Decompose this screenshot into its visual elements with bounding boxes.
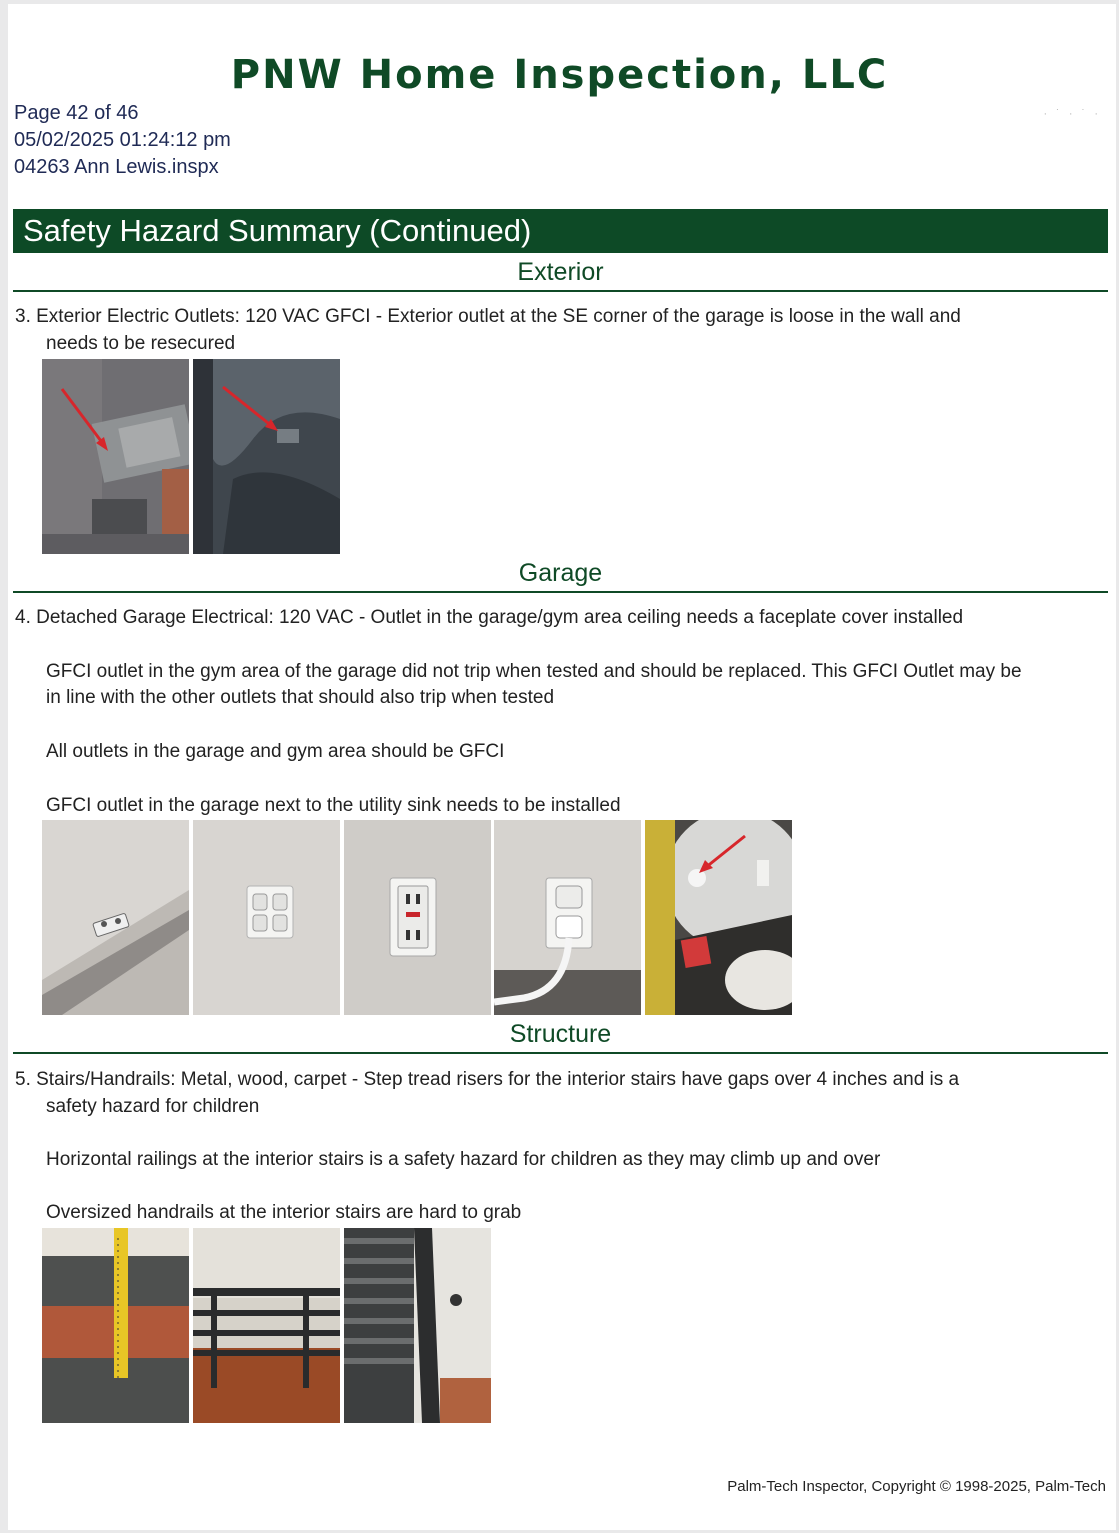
- footer-copyright: Palm-Tech Inspector, Copyright © 1998-2025, Palm-Tech: [727, 1478, 1106, 1495]
- ceiling-outlet-photo[interactable]: [42, 820, 189, 1015]
- divider: [13, 591, 1108, 593]
- item-5-text: 5. Stairs/Handrails: Metal, wood, carpet - Step tread risers for the interior stairs have gaps over 4 inches and is a: [15, 1069, 960, 1090]
- stair-gap-measurement-photo[interactable]: [42, 1228, 189, 1423]
- utility-sink-photo[interactable]: [645, 820, 792, 1015]
- item-4-text: 4. Detached Garage Electrical: 120 VAC - Outlet in the garage/gym area ceiling needs a faceplate cover installed: [15, 607, 964, 628]
- group-heading-structure: Structure: [509, 1020, 612, 1048]
- faded-logo: · ˙ · ˙ ·: [1043, 108, 1101, 120]
- group-heading-exterior: Exterior: [517, 258, 604, 286]
- item-5-text-cont: safety hazard for children: [46, 1096, 260, 1117]
- divider: [13, 1052, 1108, 1054]
- item-5-para-2: Oversized handrails at the interior stairs are hard to grab: [46, 1202, 522, 1223]
- item-3-text-cont: needs to be resecured: [46, 333, 236, 354]
- item-4-para-1: GFCI outlet in the gym area of the garage did not trip when tested and should be replaced. This GFCI Outlet may be: [46, 661, 1022, 682]
- plugged-outlet-photo[interactable]: [494, 820, 641, 1015]
- gfci-outlet-photo[interactable]: [344, 820, 491, 1015]
- group-heading-garage: Garage: [518, 559, 603, 587]
- company-title: PNW Home Inspection, LLC: [230, 52, 889, 98]
- exterior-outlet-wall-photo[interactable]: [193, 359, 340, 554]
- section-title: Safety Hazard Summary (Continued): [13, 209, 1108, 253]
- report-datetime: 05/02/2025 01:24:12 pm: [14, 129, 231, 151]
- handrail-photo[interactable]: [344, 1228, 491, 1423]
- item-4-para-1-cont: in line with the other outlets that should also trip when tested: [46, 687, 555, 708]
- horizontal-railing-photo[interactable]: [193, 1228, 340, 1423]
- item-4-para-2: All outlets in the garage and gym area should be GFCI: [46, 741, 505, 762]
- duplex-outlet-photo[interactable]: [193, 820, 340, 1015]
- divider: [13, 290, 1108, 292]
- item-4-para-3: GFCI outlet in the garage next to the utility sink needs to be installed: [46, 795, 621, 816]
- exterior-outlet-closeup-photo[interactable]: [42, 359, 189, 554]
- item-3-text: 3. Exterior Electric Outlets: 120 VAC GFCI - Exterior outlet at the SE corner of the garage is loose in the wall and: [15, 306, 961, 327]
- report-filename: 04263 Ann Lewis.inspx: [14, 156, 219, 178]
- page-number: Page 42 of 46: [14, 102, 139, 124]
- item-5-para-1: Horizontal railings at the interior stairs is a safety hazard for children as they may climb up and over: [46, 1149, 881, 1170]
